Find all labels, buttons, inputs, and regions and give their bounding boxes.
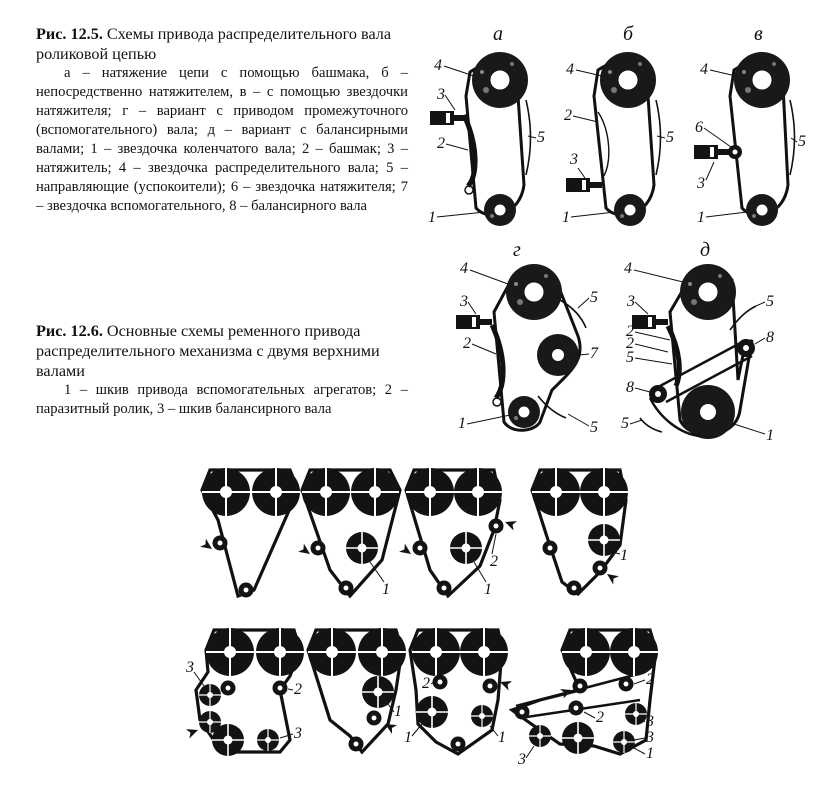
- label-1: 1: [382, 581, 390, 598]
- belt-drive-scheme-5: [185, 628, 304, 756]
- label-1: 1: [562, 209, 570, 226]
- label-2: 2: [626, 323, 634, 340]
- label-8: 8: [766, 329, 774, 346]
- figure-title: Основные схемы ременного привода распределительного механизма с двумя верхними валами: [36, 322, 380, 380]
- label-3: 3: [460, 293, 468, 310]
- label-2: 2: [463, 335, 471, 352]
- label-5: 5: [590, 289, 598, 306]
- variant-title-d: д: [700, 239, 711, 261]
- belt-drive-scheme-6: [308, 628, 406, 752]
- camshaft-sprocket: [472, 52, 528, 108]
- variant-title-b: б: [623, 23, 634, 45]
- label-2: 2: [564, 107, 572, 124]
- label-1: 1: [697, 209, 705, 226]
- label-2: 2: [294, 681, 302, 698]
- chain-tensioner: [632, 315, 668, 329]
- label-1: 1: [766, 427, 774, 444]
- label-1: 1: [428, 209, 436, 226]
- figure-legend: 1 – шкив привода вспомогательных агрегатов; 2 – паразитный ролик, 3 – шкив балансирного вала: [36, 382, 408, 417]
- figure-number: Рис. 12.6.: [36, 322, 103, 340]
- label-5: 5: [621, 415, 629, 432]
- chain-drive-variant-d: [621, 239, 774, 444]
- belt-drive-scheme-7: [404, 628, 512, 754]
- label-3: 3: [627, 293, 635, 310]
- crankshaft-sprocket: [484, 194, 516, 226]
- camshaft-sprocket: [734, 52, 790, 108]
- label-3: 3: [570, 151, 578, 168]
- camshaft-sprocket: [680, 264, 736, 320]
- label-2: 2: [596, 709, 604, 726]
- label-3: 3: [697, 175, 705, 192]
- camshaft-sprocket: [506, 264, 562, 320]
- label-2: 2: [490, 553, 498, 570]
- label-5: 5: [537, 129, 545, 146]
- label-3: 3: [646, 713, 654, 730]
- label-4: 4: [700, 61, 708, 78]
- figure-number: Рис. 12.5.: [36, 25, 103, 43]
- belt-drive-scheme-2: [298, 468, 400, 598]
- chain-drive-variant-v: [694, 23, 806, 226]
- crankshaft-sprocket: [614, 194, 646, 226]
- crankshaft-sprocket: [508, 396, 540, 428]
- belt-drive-scheme-4: [532, 468, 628, 596]
- label-5: 5: [766, 293, 774, 310]
- label-3: 3: [646, 729, 654, 746]
- label-3: 3: [518, 751, 526, 768]
- chain-drive-variant-a: [428, 23, 545, 226]
- label-3: 3: [294, 725, 302, 742]
- label-3: 3: [186, 659, 194, 676]
- label-1: 1: [394, 703, 402, 720]
- label-6: 6: [695, 119, 703, 136]
- chain-drive-variant-b: [562, 23, 674, 226]
- label-5: 5: [666, 129, 674, 146]
- figure-legend: а – натяжение цепи с помощью башмака, б – непосредственно натяжителем, в – с помощью звездочки натяжителя; г – вариант с приводом промежуточного (вспомогательного) вала; д – вариант с балансирными валами; 1 – звездочка коленчатого вала; 2 – башмак; 3 – натяжитель; 4 – звездочка распределительного вала; 5 – направляющие (успокоители); 6 – звездочка натяжителя; 7 – звездочка вспомогательного, 8 – балансирного вала: [36, 65, 408, 214]
- label-1: 1: [458, 415, 466, 432]
- label-2: 2: [437, 135, 445, 152]
- label-4: 4: [460, 260, 468, 277]
- label-4: 4: [434, 57, 442, 74]
- label-8: 8: [626, 379, 634, 396]
- label-7: 7: [590, 345, 598, 362]
- label-1: 1: [498, 729, 506, 746]
- label-2: 2: [646, 671, 654, 688]
- belt-drive-scheme-8: [512, 628, 658, 768]
- belt-drive-scheme-1: [200, 468, 300, 598]
- label-5: 5: [626, 349, 634, 366]
- chain-tensioner: [430, 111, 466, 125]
- label-4: 4: [624, 260, 632, 277]
- label-2: 2: [422, 675, 430, 692]
- chain-tensioner: [694, 145, 730, 159]
- chain-drive-variant-g: [456, 239, 599, 436]
- label-5: 5: [590, 419, 598, 436]
- label-2: 2: [626, 335, 634, 352]
- variant-title-v: в: [754, 23, 763, 45]
- crankshaft-sprocket: [746, 194, 778, 226]
- variant-title-a: а: [493, 23, 503, 45]
- variant-title-g: г: [513, 239, 521, 261]
- label-3: 3: [437, 86, 445, 103]
- figure-title: Схемы привода распределительного вала роликовой цепью: [36, 25, 392, 63]
- camshaft-sprocket: [600, 52, 656, 108]
- chain-tensioner: [456, 315, 492, 329]
- label-1: 1: [620, 547, 628, 564]
- label-1: 1: [646, 745, 654, 762]
- label-5: 5: [798, 133, 806, 150]
- label-1: 1: [484, 581, 492, 598]
- belt-drive-scheme-3: [399, 468, 517, 598]
- label-4: 4: [566, 61, 574, 78]
- label-1: 1: [404, 729, 412, 746]
- chain-tensioner: [566, 178, 602, 192]
